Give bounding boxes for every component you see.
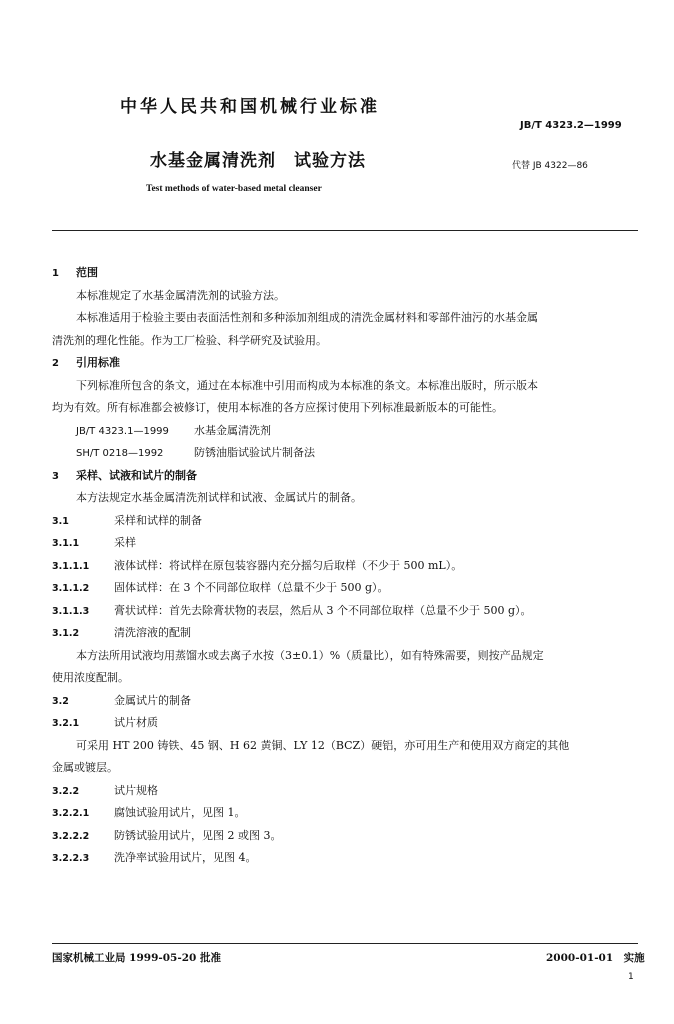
clause (52, 802, 642, 825)
clause-number: 3.1.1.2 (52, 583, 90, 594)
clause-text: 液体试样：将试样在原包装容器内充分摇匀后取样（不少于 500 mL）。 (114, 558, 463, 572)
paragraph-continuation: 使用浓度配制。 (52, 671, 129, 684)
paragraph-line: 本方法规定水基金属清洗剂试样和试液、金属试片的制备。 (76, 491, 362, 504)
clause (52, 622, 642, 645)
standard-category-heading: 中华人民共和国机械行业标准 (120, 97, 380, 117)
clause (52, 532, 642, 555)
reference-title: 防锈油脂试验试片制备法 (194, 446, 315, 459)
section-heading (52, 262, 642, 285)
clause (52, 577, 642, 600)
document-title: 水基金属清洗剂 试验方法 (150, 151, 366, 171)
section-title: 引用标准 (76, 356, 120, 369)
clause (52, 847, 642, 870)
section-title: 范围 (76, 266, 98, 279)
clause (52, 600, 642, 623)
clause-text: 腐蚀试验用试片，见图 1。 (114, 806, 246, 819)
clause-number: 3.1 (52, 515, 69, 527)
clause-text: 金属试片的制备 (114, 693, 191, 707)
clause (52, 712, 642, 735)
clause-text: 防锈试验用试片，见图 2 或图 3。 (114, 828, 282, 842)
section-heading (52, 465, 642, 488)
clause (52, 780, 642, 803)
clause (52, 510, 642, 533)
document-body (52, 262, 642, 870)
clause-number: 3.2.2.2 (52, 830, 90, 842)
section-number: 3 (52, 470, 59, 482)
approval-info: 国家机械工业局 1999-05-20 批准 (52, 952, 221, 964)
paragraph-line: 本方法所用试液均用蒸馏水或去离子水按（3±0.1）%（质量比），如有特殊需要，则按产品规定 (76, 648, 544, 662)
page-number: 1 (628, 972, 634, 982)
clause (52, 690, 642, 713)
effective-date: 2000-01-01 实施 (546, 952, 645, 964)
reference-standard (52, 442, 642, 465)
clause-number: 3.1.2 (52, 628, 80, 639)
paragraph-continuation: 清洗剂的理化性能。作为工厂检验、科学研究及试验用。 (52, 333, 327, 347)
section-title: 采样、试液和试片的制备 (76, 468, 197, 482)
clause-number: 3.2 (52, 695, 69, 707)
footer-divider (52, 943, 638, 944)
paragraph-line: 下列标准所包含的条文，通过在本标准中引用而构成为本标准的条文。本标准出版时，所示版本 (76, 378, 538, 392)
paragraph-line: 本标准适用于检验主要由表面活性剂和多种添加剂组成的清洗金属材料和零部件油污的水基金属 (76, 311, 538, 324)
clause-number: 3.2.2.3 (52, 853, 90, 864)
clause-text: 试片规格 (114, 783, 158, 797)
clause (52, 825, 642, 848)
clause-text: 洗净率试验用试片，见图 4。 (114, 851, 257, 864)
paragraph-continuation: 金属或镀层。 (52, 761, 118, 774)
replaces-standard: 代替 JB 4322—86 (512, 161, 588, 171)
reference-standard (52, 420, 642, 443)
paragraph-line: 可采用 HT 200 铸铁、45 钢、H 62 黄铜、LY 12（BCZ）硬铝，亦可用生产和使用双方商定的其他 (76, 738, 570, 752)
reference-code: SH/T 0218—1992 (76, 448, 164, 459)
clause-number: 3.2.1 (52, 718, 80, 729)
paragraph-line: 本标准规定了水基金属清洗剂的试验方法。 (76, 288, 285, 302)
clause-text: 采样和试样的制备 (114, 513, 202, 527)
clause (52, 555, 642, 578)
reference-code: JB/T 4323.1—1999 (76, 425, 169, 437)
clause-text: 固体试样：在 3 个不同部位取样（总量不少于 500 g）。 (114, 581, 389, 594)
clause-number: 3.2.2 (52, 785, 80, 797)
section-number: 2 (52, 358, 59, 369)
standard-number: JB/T 4323.2—1999 (520, 120, 622, 131)
document-title-english: Test methods of water-based metal cleanser (146, 184, 322, 194)
paragraph-continuation: 均为有效。所有标准都会被修订，使用本标准的各方应探讨使用下列标准最新版本的可能性。 (52, 401, 503, 414)
clause-text: 试片材质 (114, 716, 158, 729)
clause-number: 3.1.1 (52, 538, 80, 549)
section-heading (52, 352, 642, 375)
clause-text: 采样 (114, 536, 136, 549)
header-divider (52, 230, 638, 231)
clause-text: 膏状试样：首先去除膏状物的表层，然后从 3 个不同部位取样（总量不少于 500 g）。 (114, 603, 532, 617)
clause-number: 3.1.1.3 (52, 605, 90, 617)
clause-number: 3.2.2.1 (52, 808, 90, 819)
reference-title: 水基金属清洗剂 (194, 423, 271, 437)
section-number: 1 (52, 268, 59, 279)
clause-number: 3.1.1.1 (52, 560, 90, 572)
clause-text: 清洗溶液的配制 (114, 626, 191, 639)
